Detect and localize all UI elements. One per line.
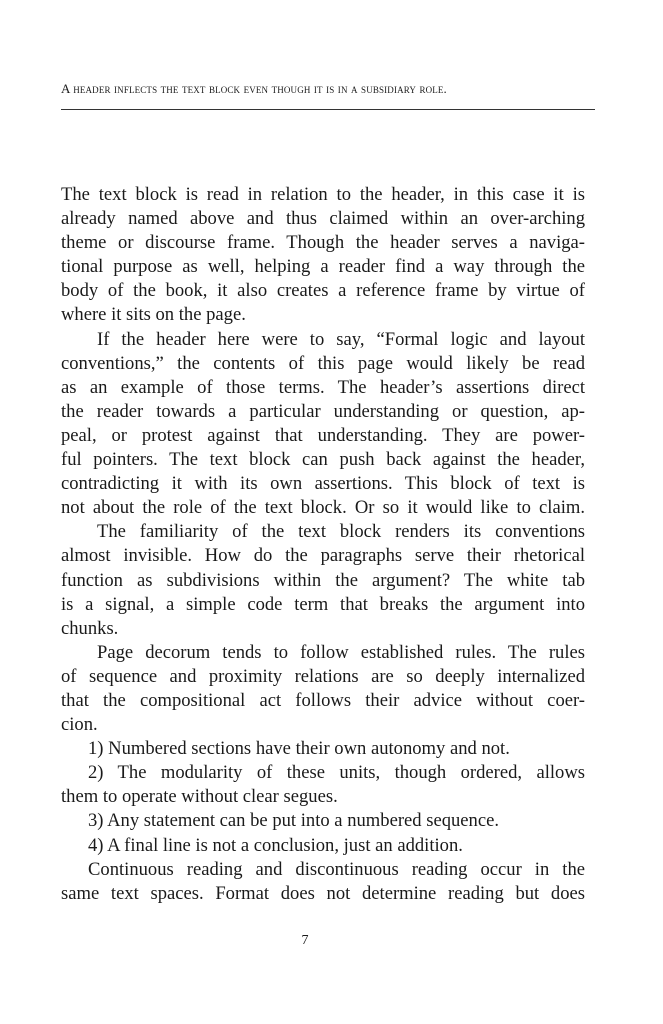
body-line: The text block is read in relation to the header, in this case it is bbox=[61, 184, 585, 205]
page-number: 7 bbox=[301, 933, 309, 948]
body-line: is a signal, a simple code term that breaks the argument into bbox=[61, 593, 585, 615]
body-line: of sequence and proximity relations are so deeply internalized bbox=[61, 665, 585, 687]
body-line: peal, or protest against that understanding. They are power- bbox=[61, 424, 585, 446]
body-line: almost invisible. How do the paragraphs serve their rhetorical bbox=[61, 545, 585, 567]
running-header: A header inflects the text block even though it is in a subsidiary role. bbox=[61, 81, 447, 96]
body-line: them to operate without clear segues. bbox=[61, 786, 338, 808]
body-line: function as subdivisions within the argument? The white tab bbox=[61, 569, 585, 591]
body-line: conventions,” the contents of this page would likely be read bbox=[61, 352, 585, 374]
numbered-item: 3) Any statement can be put into a numbered sequence. bbox=[88, 810, 499, 832]
numbered-item: 1) Numbered sections have their own autonomy and not. bbox=[88, 738, 510, 760]
body-line: as an example of those terms. The header’s assertions direct bbox=[61, 376, 585, 398]
body-line: that the compositional act follows their advice without coer- bbox=[61, 689, 585, 711]
numbered-item: 2) The modularity of these units, though ordered, allows bbox=[88, 762, 585, 784]
body-line: Continuous reading and discontinuous reading occur in the bbox=[88, 858, 585, 880]
body-line: chunks. bbox=[61, 617, 119, 639]
body-line: already named above and thus claimed within an over-arching bbox=[61, 208, 585, 230]
body-line: same text spaces. Format does not determine reading but does bbox=[61, 882, 585, 904]
body-line: If the header here were to say, “Formal logic and layout bbox=[97, 328, 585, 350]
header-rule bbox=[61, 109, 595, 110]
body-line: The familiarity of the text block renders its conventions bbox=[97, 521, 585, 543]
body-line: contradicting it with its own assertions. This block of text is bbox=[61, 473, 585, 495]
body-line: Page decorum tends to follow established rules. The rules bbox=[97, 641, 585, 663]
body-line: not about the role of the text block. Or so it would like to claim. bbox=[61, 497, 585, 519]
numbered-item: 4) A final line is not a conclusion, just an addition. bbox=[88, 834, 463, 856]
body-line: body of the book, it also creates a reference frame by virtue of bbox=[61, 280, 585, 302]
body-line: the reader towards a particular understanding or question, ap- bbox=[61, 400, 585, 422]
body-line: where it sits on the page. bbox=[61, 304, 246, 326]
body-line: tional purpose as well, helping a reader find a way through the bbox=[61, 256, 585, 278]
body-line: cion. bbox=[61, 714, 98, 736]
text-block bbox=[61, 183, 585, 906]
body-line: ful pointers. The text block can push back against the header, bbox=[61, 449, 585, 471]
body-line: theme or discourse frame. Though the header serves a naviga- bbox=[61, 232, 585, 254]
